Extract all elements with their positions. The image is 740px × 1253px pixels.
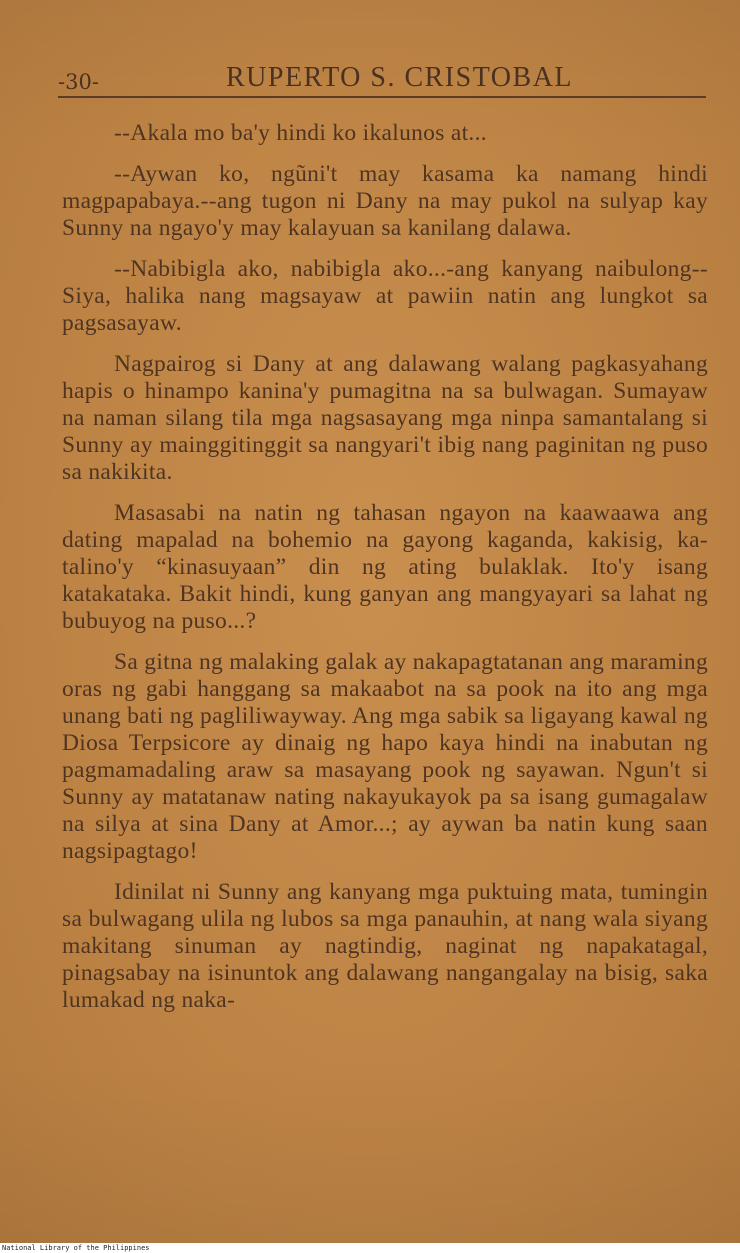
paragraph: Sa gitna ng malaking galak ay nakapagtatanan ang maraming oras ng gabi hanggang sa makaabot na sa pook na ito ang mga unang bati ng pagliliwayway. Ang mga sabik sa ligayang kawal ng Diosa Terpsicore ay dinaig ng hapo kaya hindi na inabutan ng pagmamadaling araw sa masayang pook ng sayawan. Ngun't si Sunny ay matatanaw nating nakayukayok pa sa isang gumagalaw na silya at sina Dany at Amor...; ay aywan ba natin kung saan nagsipagtago! [62, 649, 708, 864]
library-credit: National Library of the Philippines [2, 1244, 150, 1252]
paragraph: Idinilat ni Sunny ang kanyang mga puktuing mata, tumingin sa bulwagang ulila ng lubos sa mga panauhin, at nang wala siyang makitang sinuman ay nagtindig, naginat ng napakatagal, pinagsabay na isinuntok ang dalawang nangangalay na bisig, saka lumakad ng naka- [62, 879, 708, 1013]
running-head: RUPERTO S. CRISTOBAL [226, 62, 574, 93]
page-header [58, 62, 706, 98]
paragraph: --Akala mo ba'y hindi ko ikalunos at... [114, 120, 487, 146]
paragraph: --Aywan ko, ngũni't may kasama ka namang hindi magpapabaya.--ang tugon ni Dany na may pukol na sulyap kay Sunny na ngayo'y may kalayuan sa kanilang dalawa. [62, 161, 708, 241]
paragraph: --Nabibigla ako, nabibigla ako...-ang kanyang naibulong--Siya, halika nang magsayaw at pawiin natin ang lungkot sa pagsasayaw. [62, 256, 708, 336]
paragraph: Masasabi na natin ng tahasan ngayon na kaawaawa ang dating mapalad na bohemio na gayong kaganda, kakisig, ka-talino'y “kinasuyaan” din ng ating bulaklak. Ito'y isang katakataka. Bakit hindi, kung ganyan ang mangyayari sa lahat ng bubuyog na puso...? [62, 500, 708, 634]
paragraph: Nagpairog si Dany at ang dalawang walang pagkasyahang hapis o hinampo kanina'y pumagitna na sa bulwagan. Sumayaw na naman silang tila mga nagsasayang mga ninpa samantalang si Sunny ay mainggitinggit sa nangyari't ibig nang paginitan ng puso sa nakikita. [62, 351, 708, 485]
body-text [62, 120, 708, 1028]
page-number: -30- [58, 70, 99, 94]
